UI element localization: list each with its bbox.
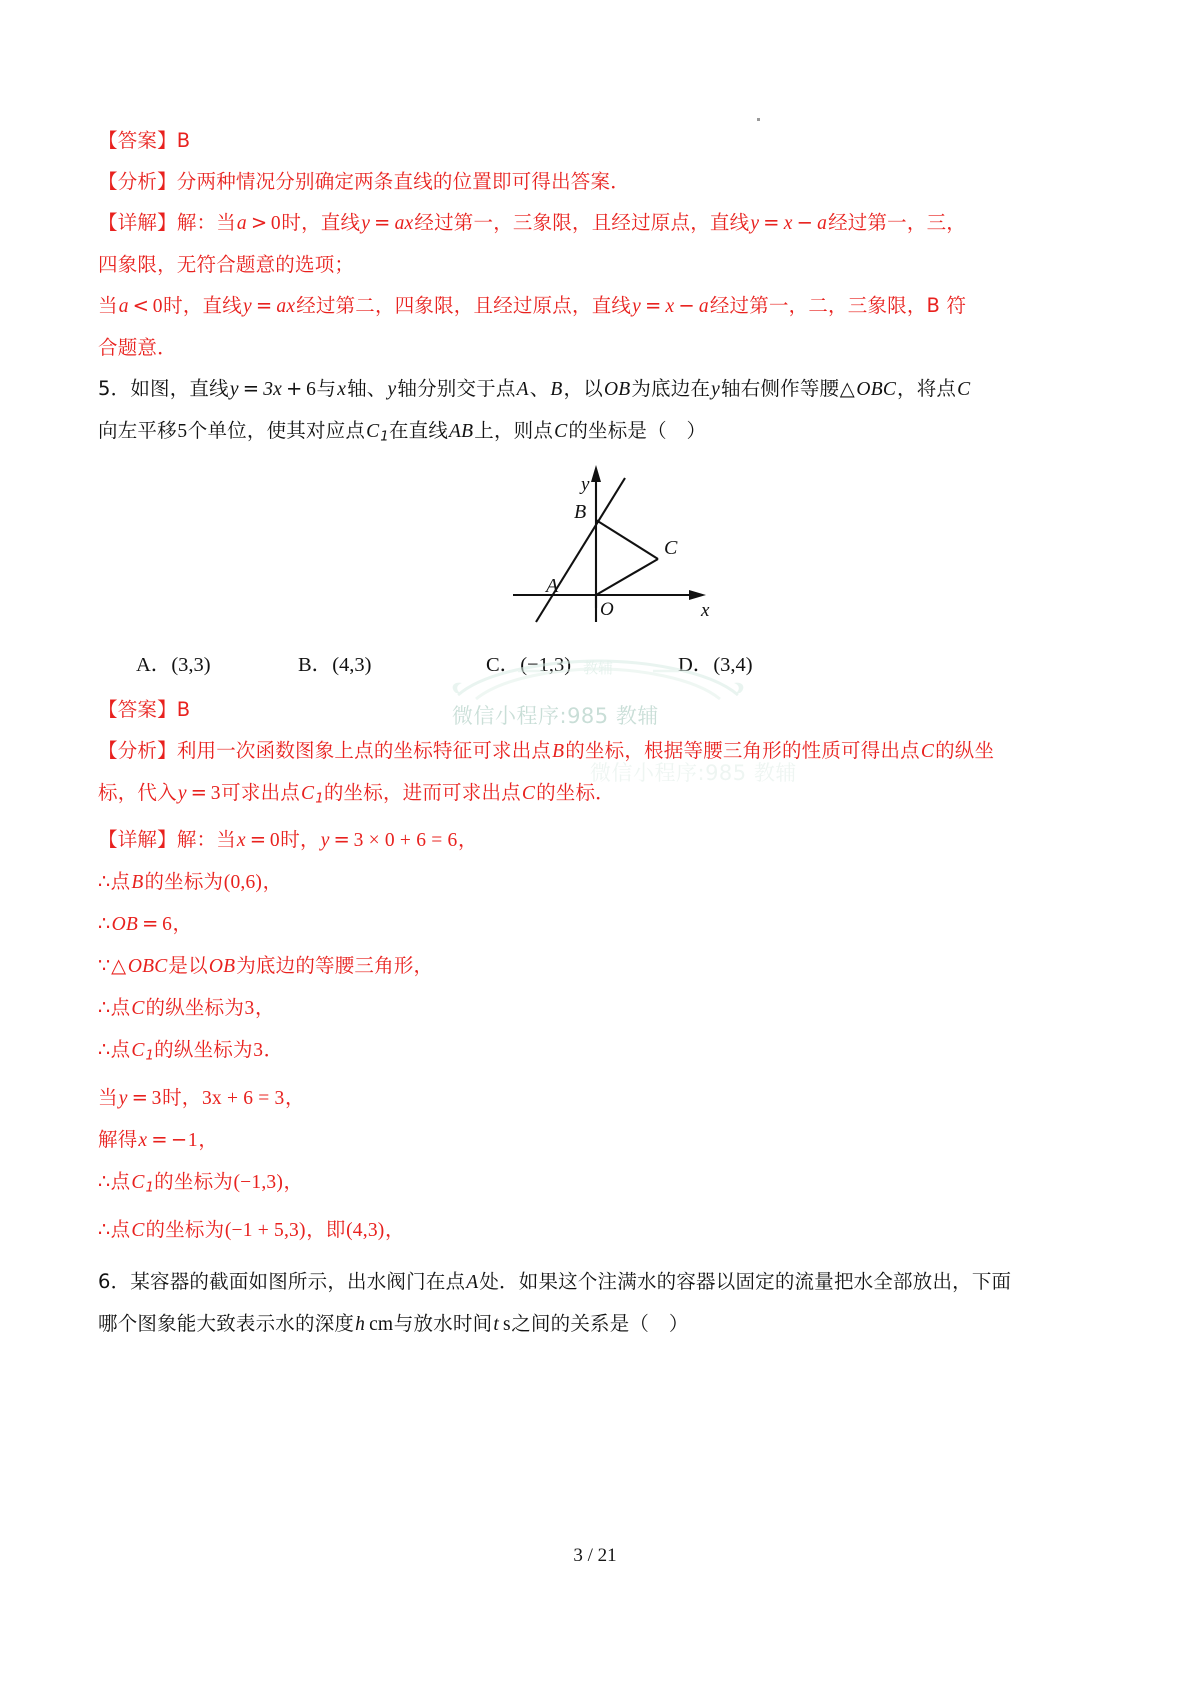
q5-sc1y-subscript: 1 (145, 1049, 155, 1065)
origin-label: O (600, 598, 614, 620)
q4-analysis-line: 【分析】分两种情况分别确定两条直线的位置即可得出答案． (98, 170, 630, 193)
q5-a2-t2: 可求出点 (221, 780, 300, 804)
q4-detail-line-2: 四象限，无符合题意的选项； (98, 253, 355, 276)
q5-option-b-key: B． (298, 653, 333, 676)
q5-s1-t1: 如图，直线 (130, 377, 229, 400)
q5-scy-t3: ， (255, 996, 275, 1020)
q5-d1-expr: 3 × 0 + 6 = 6 (353, 830, 458, 852)
q5-s2-C1: C (366, 421, 380, 442)
q4-d3-eq1-ax: ax (276, 296, 296, 317)
q5-s2-t5: 的坐标是（ ） (568, 419, 707, 442)
q5-sob-6: 6 (162, 914, 173, 936)
q5-sc1-t3: ， (283, 1170, 304, 1194)
q5-s1-x: x (337, 379, 347, 400)
q5-sob-eq: = (142, 912, 159, 936)
q5-s1-t5: 、 (529, 377, 550, 400)
q4-d1-eq1-eq: = (374, 211, 391, 234)
q6-stem-line-1 (98, 1261, 1108, 1303)
q5-d1-eq2: = (333, 828, 351, 852)
q5-d1-eq1: = (249, 828, 267, 852)
watermark-secondary-text: 微信小程序:985 教辅 (590, 761, 797, 785)
q5-s1-t3: 轴、 (347, 377, 387, 400)
q5-siso-t3: 为底边的等腰三角形， (236, 954, 434, 978)
q5-a2-y: y (177, 782, 187, 804)
q5-s1-OBC: OBC (856, 379, 897, 400)
q5-scf-t3: ，即 (306, 1217, 346, 1241)
q4-d1-gt: > (250, 211, 268, 234)
q5-a2-t4: 的坐标． (536, 780, 615, 804)
q4-detail-label: 【详解】 (98, 211, 177, 234)
q4-d3-eq2-y: y (632, 296, 641, 317)
q5-sbc-t3: ， (262, 870, 283, 894)
q5-d1-0: 0 (269, 830, 280, 852)
q5-sbc-t2: 的坐标为 (144, 870, 224, 894)
q5-scf-t2: 的坐标为 (145, 1217, 225, 1241)
point-B-label: B (574, 500, 587, 523)
q5-analysis-line-2 (98, 772, 1108, 820)
q5-sc1y-C: C (131, 1040, 145, 1062)
q5-a1-t2: 的坐标，根据等腰三角形的性质可得出点 (565, 738, 920, 762)
q5-a1-t3: 的纵坐 (935, 738, 995, 762)
q4-d1-eq1-ax: ax (394, 213, 414, 234)
point-A-label: A (546, 574, 559, 597)
q5-scy-C: C (131, 998, 145, 1020)
q5-s2-C: C (554, 421, 568, 442)
q5-s2-C1-subscript: 1 (380, 429, 389, 445)
q5-option-d-key: D． (678, 653, 714, 676)
q5-sob-OB: OB (111, 914, 139, 936)
q5-option-a-value: (3,3) (171, 653, 211, 676)
q5-s2-t4: 上，则点 (474, 419, 554, 442)
q5-s1-plus: + (286, 377, 303, 400)
q4-d1-t2: 时，直线 (281, 211, 361, 234)
q4-d1-eq2-x: x (783, 213, 793, 234)
q4-detail-line-1 (98, 202, 1108, 244)
q5-d1-x: x (236, 830, 246, 852)
q4-detail-line-3 (98, 285, 1108, 327)
q5-a1-B: B (552, 740, 565, 762)
q5-detail-label: 【详解】 (98, 828, 177, 852)
q5-d1-t3: ， (457, 828, 478, 852)
q5-sroot-t1: 解得 (98, 1128, 138, 1152)
q5-sc1-subscript: 1 (145, 1180, 155, 1196)
q5-s2-5: 5 (177, 421, 188, 442)
q5-s1-y: y (229, 379, 239, 400)
q5-a2-C1-subscript: 1 (315, 791, 324, 807)
q5-a2-C: C (521, 782, 536, 804)
q5-s1-A: A (516, 379, 529, 400)
q5-sc1-t2: 的坐标为 (154, 1170, 233, 1194)
q5-option-b[interactable] (298, 647, 371, 677)
q5-s1-3x: 3x (263, 379, 283, 400)
q5-option-a-key: A． (136, 653, 172, 676)
q6-s2-cm: cm (369, 1313, 394, 1335)
q5-s1-C: C (957, 379, 971, 400)
q4-answer-line: 【答案】B (98, 129, 191, 152)
q4-d1-t1: 解：当 (176, 211, 236, 234)
q4-d3-eq2-eq: = (644, 294, 662, 317)
q5-option-a[interactable] (136, 647, 211, 677)
q5-option-c-key: C． (486, 653, 521, 676)
q5-step-final-coordinate (98, 1209, 1108, 1251)
q5-sc1-value: (−1,3) (233, 1172, 284, 1194)
q5-scy-t2: 的纵坐标为 (145, 996, 245, 1020)
q5-a2-t1: 标，代入 (98, 780, 177, 804)
q5-sroot-eq: = (151, 1128, 168, 1152)
q5-s1-t8: 轴右侧作等腰 (721, 377, 840, 400)
q5-scf-value: (−1 + 5,3) (224, 1219, 306, 1241)
q4-detail-line-4: 合题意． (98, 336, 177, 359)
q4-d1-t4: 经过第一，三， (828, 211, 966, 234)
q5-a1-C: C (920, 740, 935, 762)
q5-s1-t4: 轴分别交于点 (397, 377, 516, 400)
q5-s1-B: B (550, 379, 563, 400)
q5-siso-OBC: OBC (127, 956, 168, 978)
q5-coordinate-figure (498, 462, 728, 652)
q4-d3-t1: 当 (98, 294, 118, 317)
q5-ssolve-t2: 时， (162, 1086, 202, 1110)
q4-d3-eq2-x: x (665, 296, 675, 317)
q6-number: 6． (98, 1269, 131, 1293)
q5-step-ob-length (98, 903, 1108, 945)
q5-scf-t1: ∴点 (98, 1217, 131, 1241)
q5-siso-triangle: △ (111, 956, 127, 978)
q5-a2-C1: C (300, 782, 315, 804)
q5-step-solve-equation (98, 1077, 1108, 1119)
q5-ssolve-expr: 3x + 6 = 3 (201, 1088, 285, 1110)
q4-d3-lt: < (132, 294, 150, 317)
q5-d1-t2: 时， (280, 828, 320, 852)
q4-d3-t3: 经过第二，四象限，且经过原点，直线 (296, 294, 632, 317)
q4-d3-eq2-minus: − (678, 294, 695, 317)
q4-d3-eq1-eq: = (255, 294, 273, 317)
segment-CO (596, 559, 658, 595)
q5-ssolve-t1: 当 (98, 1086, 118, 1110)
q4-d1-eq2-a: a (817, 213, 828, 234)
q5-s2-t3: 在直线 (388, 419, 449, 442)
q6-s2-h: h (355, 1313, 366, 1335)
q5-step-b-coordinate (98, 861, 1108, 903)
q6-s2-t: t (493, 1313, 499, 1335)
q4-d1-eq2-y: y (750, 213, 760, 234)
q5-sroot-t2: ， (198, 1128, 219, 1152)
q5-analysis-line-1 (98, 730, 1108, 772)
q5-stem-line-1 (98, 368, 1108, 410)
y-axis-label: y (581, 473, 590, 495)
q6-s2-t1: 哪个图象能大致表示水的深度 (98, 1311, 355, 1335)
y-axis-arrow (591, 465, 601, 482)
q5-sbc-B: B (131, 872, 144, 894)
q4-d3-t2: 时，直线 (163, 294, 242, 317)
q5-answer-line: 【答案】B (98, 697, 191, 721)
q5-sc1y-t3: ． (263, 1038, 284, 1062)
q4-d1-t3: 经过第一，三象限，且经过原点，直线 (414, 211, 750, 234)
q5-s2-t2: 个单位，使其对应点 (187, 419, 366, 442)
q5-s1-t2: 与 (316, 377, 337, 400)
q5-scf-t4: ， (384, 1217, 405, 1241)
q4-d3-eq2-a: a (698, 296, 709, 317)
q5-sob-t1: ∴ (98, 912, 111, 936)
q4-d1-zero: 0 (270, 213, 281, 234)
q5-scy-3: 3 (244, 998, 255, 1020)
q6-stem-line-2 (98, 1303, 1108, 1345)
q6-s2-t3: 之间的关系是（ ） (511, 1311, 689, 1335)
q5-a1-t1: 利用一次函数图象上点的坐标特征可求出点 (176, 738, 552, 762)
q6-s1-A: A (466, 1271, 479, 1293)
x-axis-label: x (701, 599, 710, 621)
q4-d3-t4: 经过第一，二，三象限，B 符 (709, 294, 967, 317)
q5-s1-6: 6 (306, 379, 317, 400)
ribbon-text: 教辅 (582, 659, 614, 677)
page-footer: 3 / 21 (573, 1545, 617, 1566)
q5-sbc-t1: ∴点 (98, 870, 131, 894)
segment-BC (596, 520, 658, 559)
q6-s1-t2: 处．如果这个注满水的容器以固定的流量把水全部放出，下面 (479, 1269, 1012, 1293)
q5-figure-container (98, 462, 1108, 647)
q5-number: 5． (98, 377, 131, 400)
q5-s1-y2: y (387, 379, 397, 400)
q5-option-c[interactable] (486, 647, 571, 677)
q5-sbc-value: (0,6) (223, 872, 263, 894)
q6-spacer (98, 1251, 1108, 1261)
q5-sc1-t1: ∴点 (98, 1170, 131, 1194)
q5-step-c1-y-coordinate (98, 1029, 1108, 1077)
q5-a2-t3: 的坐标，进而可求出点 (323, 780, 521, 804)
q5-sroot-minus: − (170, 1128, 188, 1152)
q5-stem-line-2 (98, 410, 1108, 458)
q4-d1-eq2-minus: − (796, 211, 814, 234)
q6-s2-t2: 与放水时间 (393, 1311, 493, 1335)
q4-d1-eq1-y: y (361, 213, 371, 234)
q5-sroot-x: x (138, 1130, 148, 1152)
q5-s2-t1: 向左平移 (98, 419, 177, 442)
q5-a2-3: 3 (210, 782, 221, 804)
q5-scf-C: C (131, 1219, 145, 1241)
q5-sob-t2: ， (172, 912, 193, 936)
q5-analysis-label: 【分析】 (98, 738, 177, 762)
q5-sc1y-t1: ∴点 (98, 1038, 131, 1062)
q4-d3-eq1-y: y (242, 296, 252, 317)
q5-sroot-1: 1 (187, 1130, 198, 1152)
q5-ssolve-3: 3 (151, 1088, 162, 1110)
point-C-label: C (664, 536, 678, 559)
q5-s2-AB: AB (449, 421, 474, 442)
q5-siso-t2: 是以 (168, 954, 208, 978)
q5-s1-triangle: △ (839, 379, 855, 400)
q5-figure-svg (498, 462, 728, 647)
q5-d1-t1: 解：当 (176, 828, 236, 852)
q6-s1-t1: 某容器的截面如图所示，出水阀门在点 (130, 1269, 466, 1293)
page-content (98, 120, 1108, 1345)
q5-option-c-value: (−1,3) (520, 653, 572, 676)
q5-siso-t1: ∵ (98, 954, 111, 978)
q5-s1-t9: ，将点 (897, 377, 957, 400)
q6-s2-s: s (502, 1313, 511, 1335)
q5-detail-line-1 (98, 819, 1108, 861)
q5-option-b-value: (4,3) (332, 653, 372, 676)
x-axis-arrow (689, 590, 706, 600)
q5-scf-value2: (4,3) (346, 1219, 385, 1241)
q5-sc1y-3: 3 (253, 1040, 264, 1062)
q5-s1-OB: OB (603, 379, 631, 400)
q4-d1-var-a: a (236, 213, 247, 234)
q5-step-root (98, 1119, 1108, 1161)
q5-s1-t7: 为底边在 (631, 377, 711, 400)
q5-siso-OB: OB (208, 956, 236, 978)
q5-sc1-C: C (131, 1172, 145, 1194)
watermark-primary-text: 微信小程序:985 教辅 (452, 704, 659, 728)
q5-a2-eq: = (190, 780, 208, 804)
q5-option-d-value: (3,4) (713, 653, 753, 676)
q5-step-c1-coordinate (98, 1161, 1108, 1209)
q5-step-isosceles (98, 945, 1108, 987)
q5-ssolve-y: y (118, 1088, 128, 1110)
q5-ssolve-eq: = (131, 1086, 149, 1110)
q5-s1-y3: y (711, 379, 721, 400)
q5-step-c-y-coordinate (98, 987, 1108, 1029)
q5-sc1y-t2: 的纵坐标为 (154, 1038, 253, 1062)
q5-options-row (98, 647, 1108, 689)
q5-scy-t1: ∴点 (98, 996, 131, 1020)
q5-s1-t6: ，以 (563, 377, 603, 400)
q4-d3-var-a: a (118, 296, 129, 317)
q5-ssolve-t3: ， (284, 1086, 305, 1110)
q5-d1-y: y (320, 830, 330, 852)
q4-d1-eq2-eq: = (763, 211, 780, 234)
q5-s1-eq: = (242, 377, 260, 400)
q5-option-d[interactable] (678, 647, 753, 677)
q4-d3-zero: 0 (152, 296, 163, 317)
